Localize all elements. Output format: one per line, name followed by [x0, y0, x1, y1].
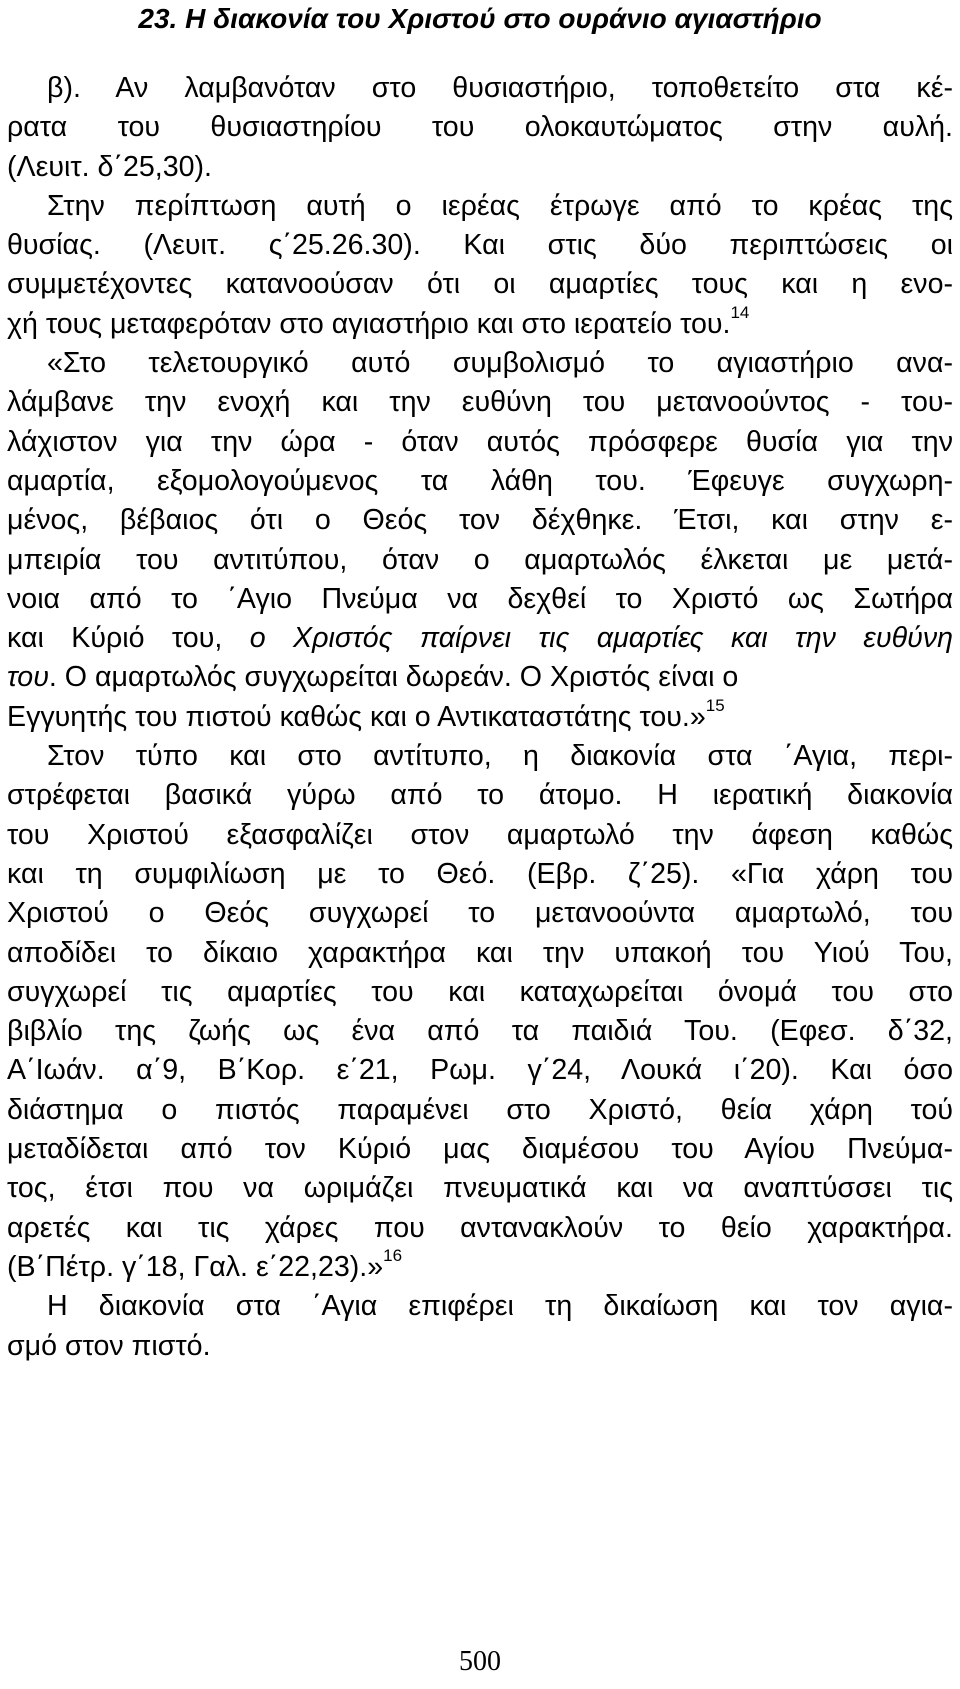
text-line	[7, 698, 953, 737]
text-line: αρετές και τις χάρες που αντανακλούν το θείο χαρακτήρα.	[7, 1211, 953, 1244]
text-line	[7, 658, 953, 697]
text-segment: χή τους μεταφερόταν στο αγιαστήριο και στο ιερατείο του.	[7, 307, 731, 340]
text-line: τος, έτσι που να ωριμάζει πνευματικά και να αναπτύσσει τις	[7, 1172, 953, 1205]
text-line: νοια από το ΄Αγιο Πνεύμα να δεχθεί το Χριστό ως Σωτήρα	[7, 582, 953, 615]
text-line: συμμετέχοντες κατανοούσαν ότι οι αμαρτίες τους και η ενο-	[7, 268, 953, 301]
text-line: μεταδίδεται από τον Κύριό μας διαμέσου του Αγίου Πνεύμα-	[7, 1133, 953, 1166]
text-line: «Στο τελετουργικό αυτό συμβολισμό το αγιαστήριο ανα-	[47, 347, 953, 380]
text-segment: Εγγυητής του πιστού καθώς και ο Αντικαταστάτης του.»	[7, 700, 706, 733]
text-line: αποδίδει το δίκαιο χαρακτήρα και την υπακοή του Υιού Του,	[7, 936, 953, 969]
italic-text: του	[7, 661, 49, 694]
text-line: (Λευιτ. δ΄25,30).	[7, 150, 213, 183]
footnote-marker: 15	[705, 696, 725, 716]
text-line: β). Αν λαμβανόταν στο θυσιαστήριο, τοποθετείτο στα κέ-	[47, 72, 953, 104]
text-line: συγχωρεί τις αμαρτίες του και καταχωρείται όνομά του στο	[7, 975, 953, 1008]
text-line	[7, 1248, 953, 1287]
text-line	[7, 619, 953, 658]
text-line: σμό στον πιστό.	[7, 1329, 211, 1362]
text-line: ρατα του θυσιαστηρίου του ολοκαυτώματος στην αυλή.	[7, 111, 953, 144]
text-line: θυσίας. (Λευιτ. ς΄25.26.30). Και στις δύο περιπτώσεις οι	[7, 229, 953, 262]
text-line: Στην περίπτωση αυτή ο ιερέας έτρωγε από το κρέας της	[47, 189, 953, 222]
italic-text: ο Χριστός παίρνει τις αμαρτίες και την ευθύνη	[249, 622, 953, 655]
text-line: Α΄Ιωάν. α΄9, Β΄Κορ. ε΄21, Ρωμ. γ΄24, Λουκά ι΄20). Και όσο	[7, 1054, 953, 1087]
text-segment: και Κύριό του,	[7, 622, 223, 655]
chapter-heading: 23. Η διακονία του Χριστού στο ουράνιο αγιαστήριο	[138, 3, 822, 34]
page-number: 500	[459, 1646, 501, 1677]
text-line: και τη συμφιλίωση με το Θεό. (Εβρ. ζ΄25). «Για χάρη του	[7, 857, 953, 890]
text-line: λάμβανε την ενοχή και την ευθύνη του μετανοούντος - του-	[7, 386, 953, 419]
text-segment: . Ο αμαρτωλός συγχωρείται δωρεάν. Ο Χριστός είναι ο	[48, 661, 739, 694]
text-line: μπειρία του αντιτύπου, όταν ο αμαρτωλός έλκεται με μετά-	[7, 543, 953, 576]
text-line: στρέφεται βασικά γύρω από το άτομο. Η ιερατική διακονία	[7, 779, 953, 812]
text-line: λάχιστον για την ώρα - όταν αυτός πρόσφερε θυσία για την	[7, 425, 953, 458]
text-line: του Χριστού εξασφαλίζει στον αμαρτωλό την άφεση καθώς	[7, 818, 953, 851]
text-segment: (Β΄Πέτρ. γ΄18, Γαλ. ε΄22,23).»	[7, 1250, 384, 1283]
text-line: Η διακονία στα ΄Αγια επιφέρει τη δικαίωση και τον αγια-	[47, 1290, 953, 1323]
footnote-marker: 16	[383, 1246, 403, 1266]
footnote-marker: 14	[730, 303, 750, 323]
text-line: Στον τύπο και στο αντίτυπο, η διακονία στα ΄Αγια, περι-	[47, 740, 953, 773]
text-line: Χριστού ο Θεός συγχωρεί το μετανοούντα αμαρτωλό, του	[7, 897, 953, 930]
text-line: αμαρτία, εξομολογούμενος τα λάθη του. Έφευγε συγχωρη-	[7, 464, 953, 497]
text-line: βιβλίο της ζωής ως ένα από τα παιδιά Του. (Εφεσ. δ΄32,	[7, 1015, 953, 1048]
body-text	[7, 69, 953, 1366]
text-line	[7, 305, 953, 344]
text-line: διάστημα ο πιστός παραμένει στο Χριστό, θεία χάρη τού	[7, 1093, 953, 1126]
text-line: μένος, βέβαιος ότι ο Θεός τον δέχθηκε. Έτσι, και στην ε-	[7, 504, 953, 537]
